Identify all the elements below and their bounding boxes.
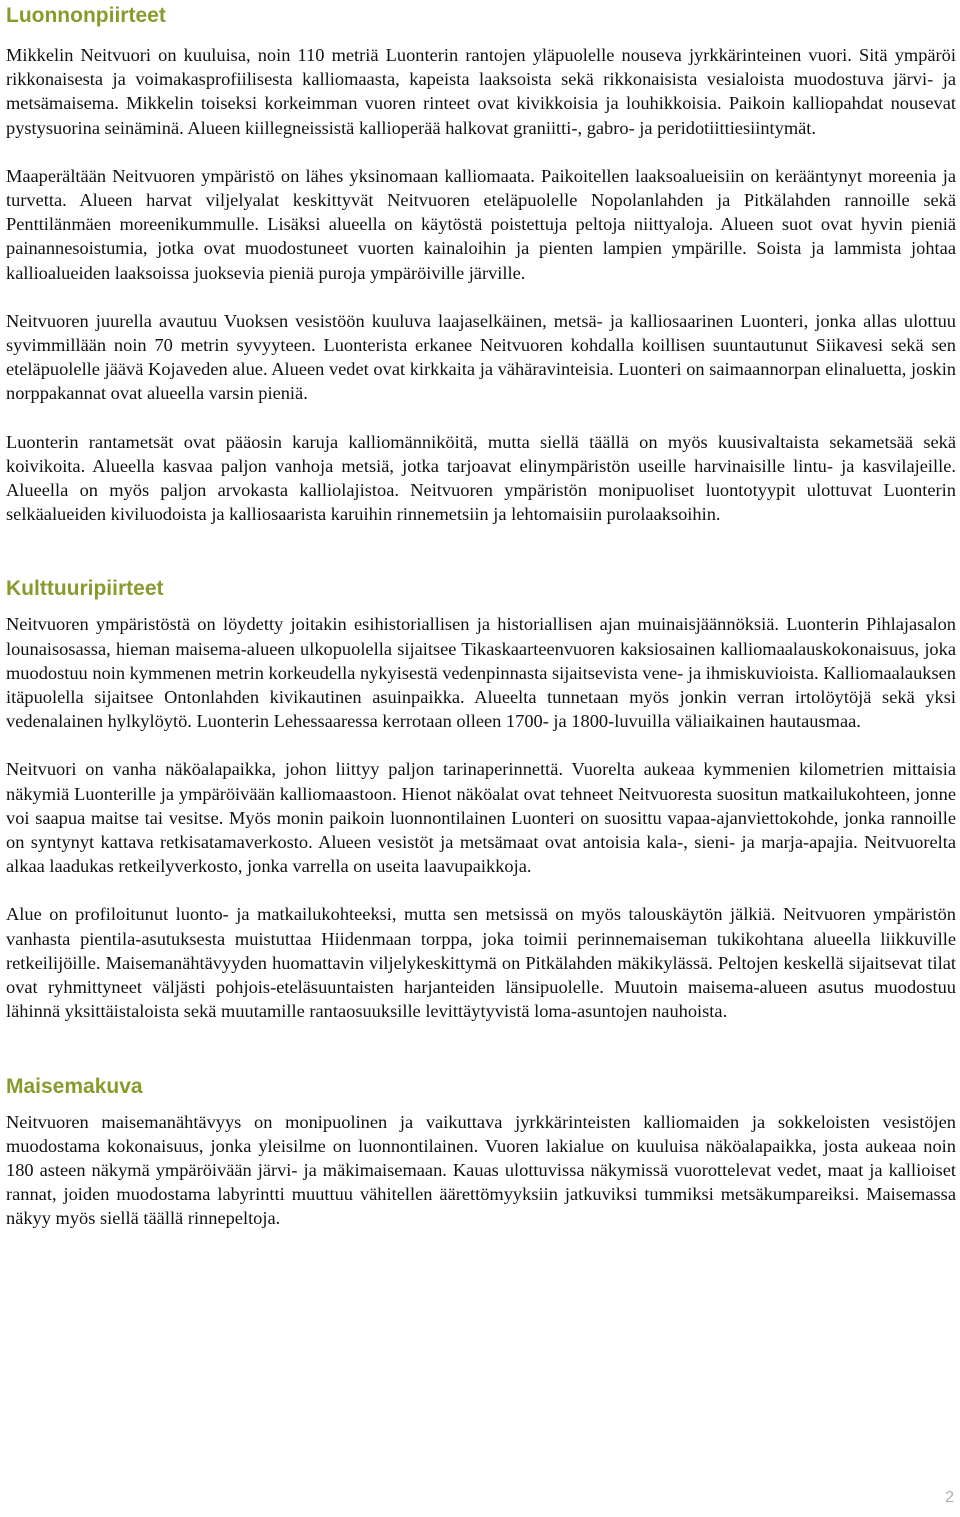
paragraph: Maaperältään Neitvuoren ympäristö on lähes yksinomaan kalliomaata. Paikoitellen laaksoalueisiin on kerääntynyt moreenia ja turvetta. Alueen harvat viljelyalat keskittyvät Neitvuoren eteläpuolelle Nopolanlahden ja Pitkälahden rannoille sekä Penttilänmäen moreenikummulle. Lisäksi alueella on käytöstä poistettuja peltoja niittyaloja. Alueen suot ovat hyvin pieniä painannesoistumia, jotka ovat muodostuneet vuorten kainaloihin ja pienten lampien ympärille. Soista ja lammista johtaa kallioalueiden laaksoissa juoksevia pieniä puroja ympäröiville järville.	[6, 165, 956, 283]
paragraph: Alue on profiloitunut luonto- ja matkailukohteeksi, mutta sen metsissä on myös talouskäytön jälkiä. Neitvuoren ympäristön vanhasta pientila-asutuksesta muistuttaa Hiidenmaan torppa, joka toimii perinnemaiseman tukikohtana alueella liikkuville retkeilijöille. Maisemanähtävyyden huomattavin viljelykeskittymä on Pitkälahden mäkikylässä. Peltojen keskellä sijaitsevat tilat ovat ryhmittyneet väljästi pohjois-eteläsuuntaisten harjanteiden länsipuolelle. Muutoin maisema-alueen asutus muodostuu lähinnä yksittäistaloista sekä muutamille rantaosuuksille levittäytyvistä loma-asuntojen nauhoista.	[6, 904, 956, 1022]
document-page	[6, 0, 956, 1255]
section-heading: Luonnonpiirteet	[6, 4, 166, 27]
paragraph: Neitvuoren maisemanähtävyys on monipuolinen ja vaikuttava jyrkkärinteisten kalliomaiden ja sokkeloisten vesistöjen muodostama kokonaisuus, jonka yleisilme on luonnontilainen. Vuoren lakialue on kuuluisa näköalapaikka, josta aukeaa noin 180 asteen näkymä ympäröivään järvi- ja mäkimaisemaan. Kauas ulottuvissa näkymissä vuorottelevat vedet, maat ja kallioiset rannat, joiden muodostama labyrintti muuttuu vähitellen äärettömyyksiin jatkuviksi tummiksi metsäkumpareiksi. Maisemassa näkyy myös siellä täällä rinnepeltoja.	[6, 1111, 956, 1229]
paragraph: Neitvuoren ympäristöstä on löydetty joitakin esihistoriallisen ja historiallisen ajan muinaisjäännöksiä. Luonterin Pihlajasalon lounaisosassa, hieman maisema-alueen ulkopuolella sijaitsee Tikaskaarteenvuoren kaksiosainen kalliomaalauskokonaisuus, joka muodostuu noin kymmenen metrin korkeudella nykyisestä vedenpinnasta sijaitsevista vene- ja ihmiskuvioista. Kalliomaalauksen itäpuolella sijaitsee Ontonlahden kivikautinen asuinpaikka. Alueelta tunnetaan myös jonkin verran irtolöytöjä sekä yksi vedenalainen hylkylöytö. Luonterin Lehessaaressa kerrotaan olleen 1700- ja 1800-luvuilla väliaikainen hautausmaa.	[6, 614, 956, 732]
section-kulttuuripiirteet	[6, 575, 956, 1023]
paragraph: Neitvuori on vanha näköalapaikka, johon liittyy paljon tarinaperinnettä. Vuorelta aukeaa kymmenien kilometrien mittaisia näkymiä Luonterille ja ympäröivään kalliomaastoon. Hienot näköalat ovat tehneet Neitvuoresta suositun matkailukohteen, jonne voi saapua maitse tai vesitse. Myös monin paikoin luonnontilainen Luonteri on suosittu vapaa-ajanviettokohde, jonka rannoille on syntynyt kattava retkisatamaverkosto. Alueen vesistöt ja metsämaat ovat antoisia kala-, sieni- ja marja-apajia. Neitvuorelta alkaa laadukas retkeilyverkosto, jonka varrella on useita laavupaikkoja.	[6, 759, 956, 877]
paragraph: Luonterin rantametsät ovat pääosin karuja kalliomänniköitä, mutta siellä täällä on myös kuusivaltaista sekametsää sekä koivikoita. Alueella kasvaa paljon vanhoja metsiä, jotka tarjoavat elinympäristön useille harvinaisille lintu- ja kasvilajeille. Alueella on myös paljon arvokasta kalliolajistoa. Neitvuoren ympäristön monipuoliset luontotyypit ulottuvat Luonterin selkäalueiden kiviluodoista ja kalliosaarista karuihin rinnemetsiin ja lehtomaisiin purolaaksoihin.	[6, 431, 956, 525]
paragraph: Neitvuoren juurella avautuu Vuoksen vesistöön kuuluva laajaselkäinen, metsä- ja kalliosaarinen Luonteri, jonka allas ulottuu syvimmillään noin 70 metrin syvyyteen. Luonterista erkanee Neitvuoren kohdalla koillisen suuntautunut Siikavesi sekä sen eteläpuolelle jäävä Kojaveden alue. Alueen vedet ovat kirkkaita ja vähäravinteisia. Luonteri on saimaannorpan elinaluetta, joskin norppakannat ovat alueella varsin pieniä.	[6, 310, 956, 404]
section-heading: Kulttuuripiirteet	[6, 577, 164, 601]
section-luonnonpiirteet	[6, 0, 956, 526]
paragraph: Mikkelin Neitvuori on kuuluisa, noin 110 metriä Luonterin rantojen yläpuolelle nouseva jyrkkärinteinen vuori. Sitä ympäröi rikkonaisesta ja voimakasprofiilisesta kalliomaasta, kapeista laaksoista sekä rikkonaisista vesialoista muodostuva järvi- ja metsämaisema. Mikkelin toiseksi korkeimman vuoren rinteet ovat kivikkoisia ja louhikkoisia. Paikoin kalliopahdat nousevat pystysuorina seinäminä. Alueen kiillegneissistä kallioperää halkovat graniitti-, gabro- ja peridotiittiesiintymät.	[6, 45, 956, 138]
page-number: 2	[945, 1489, 954, 1506]
section-heading: Maisemakuva	[6, 1074, 143, 1098]
section-maisemakuva	[6, 1073, 956, 1231]
